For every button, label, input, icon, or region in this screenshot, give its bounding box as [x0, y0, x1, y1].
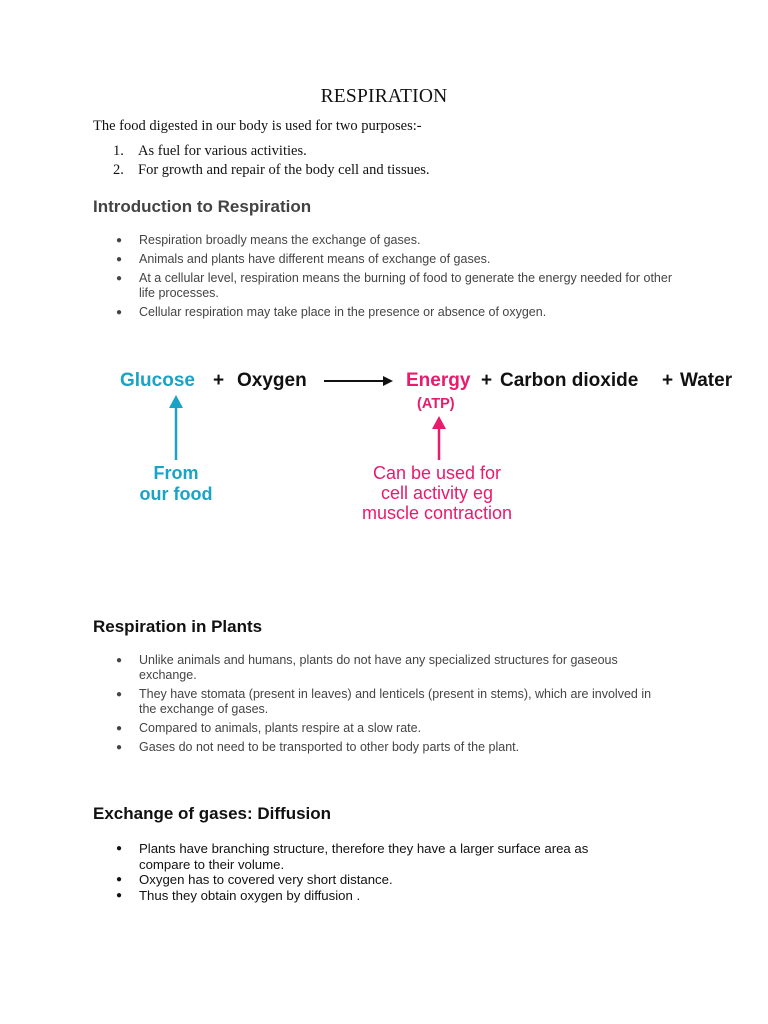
purpose-item: [113, 161, 430, 180]
plus-sign: +: [213, 370, 225, 391]
section-heading-diffusion: Exchange of gases: Diffusion: [93, 804, 332, 823]
list-item-text: Plants have branching structure, therefore they have a larger surface area as compare to their volume.: [139, 841, 589, 872]
list-item: [113, 740, 653, 755]
purpose-item: [113, 142, 430, 161]
purpose-number: 2.: [113, 162, 124, 178]
bullet-icon: ●: [116, 307, 123, 318]
list-item: [113, 872, 643, 888]
carbon-dioxide-label: Carbon dioxide: [500, 370, 639, 391]
list-item-text: Animals and plants have different means of exchange of gases.: [139, 252, 491, 266]
bullet-icon: ●: [116, 254, 123, 265]
plants-bullet-list: [113, 653, 653, 759]
list-item-text: They have stomata (present in leaves) and lenticels (present in stems), which are involved in the exchange of gases.: [139, 687, 652, 716]
water-label: Water: [680, 370, 733, 391]
bullet-icon: ●: [116, 742, 123, 753]
plus-sign: +: [481, 370, 493, 391]
section-heading-plants: Respiration in Plants: [93, 617, 263, 636]
bullet-icon: ●: [116, 689, 123, 700]
bullet-icon: ●: [116, 889, 123, 901]
glucose-label: Glucose: [120, 370, 195, 391]
atp-label: (ATP): [417, 396, 455, 412]
from-food-label: our food: [139, 484, 213, 504]
arrowhead-glucose-icon: [169, 395, 183, 408]
plus-sign: +: [662, 370, 674, 391]
list-item: [113, 233, 673, 248]
section-heading-introduction: Introduction to Respiration: [93, 197, 312, 216]
bullet-icon: ●: [116, 723, 123, 734]
bullet-icon: ●: [116, 874, 123, 885]
list-item: [113, 841, 643, 872]
from-food-label: From: [153, 463, 199, 483]
intro-paragraph: The food digested in our body is used for two purposes:-: [93, 118, 422, 134]
diffusion-bullet-list: [113, 841, 643, 903]
list-item: [113, 721, 653, 736]
list-item-text: Oxygen has to covered very short distance.: [139, 872, 393, 887]
list-item-text: Gases do not need to be transported to other body parts of the plant.: [139, 740, 520, 754]
list-item: [113, 653, 653, 683]
bullet-icon: ●: [116, 843, 123, 854]
bullet-icon: ●: [116, 273, 123, 284]
bullet-icon: ●: [116, 655, 123, 666]
energy-use-label: cell activity eg: [380, 483, 494, 503]
list-item-text: Compared to animals, plants respire at a slow rate.: [139, 721, 422, 735]
purposes-list: [113, 142, 430, 180]
list-item: [113, 252, 673, 267]
list-item-text: Cellular respiration may take place in the presence or absence of oxygen.: [139, 305, 547, 319]
list-item: [113, 888, 643, 904]
introduction-bullet-list: [113, 233, 673, 324]
list-item: [113, 687, 653, 717]
page-title: RESPIRATION: [320, 86, 448, 107]
bullet-icon: ●: [116, 235, 123, 246]
list-item-text: At a cellular level, respiration means the burning of food to generate the energy needed for other life processes.: [139, 271, 672, 300]
list-item-text: Unlike animals and humans, plants do not have any specialized structures for gaseous exchange.: [139, 653, 618, 682]
energy-use-label: Can be used for: [372, 463, 502, 483]
purpose-text: For growth and repair of the body cell and tissues.: [138, 162, 430, 178]
purpose-text: As fuel for various activities.: [138, 143, 307, 159]
list-item: [113, 271, 673, 301]
list-item-text: Respiration broadly means the exchange of gases.: [139, 233, 421, 247]
list-item: [113, 305, 673, 320]
list-item-text: Thus they obtain oxygen by diffusion .: [139, 887, 361, 903]
arrowhead-energy-icon: [432, 416, 446, 429]
purpose-number: 1.: [113, 143, 124, 159]
respiration-equation-diagram: [100, 355, 750, 535]
energy-use-label: muscle contraction: [361, 503, 513, 523]
oxygen-label: Oxygen: [237, 370, 307, 391]
energy-label: Energy: [406, 370, 471, 391]
